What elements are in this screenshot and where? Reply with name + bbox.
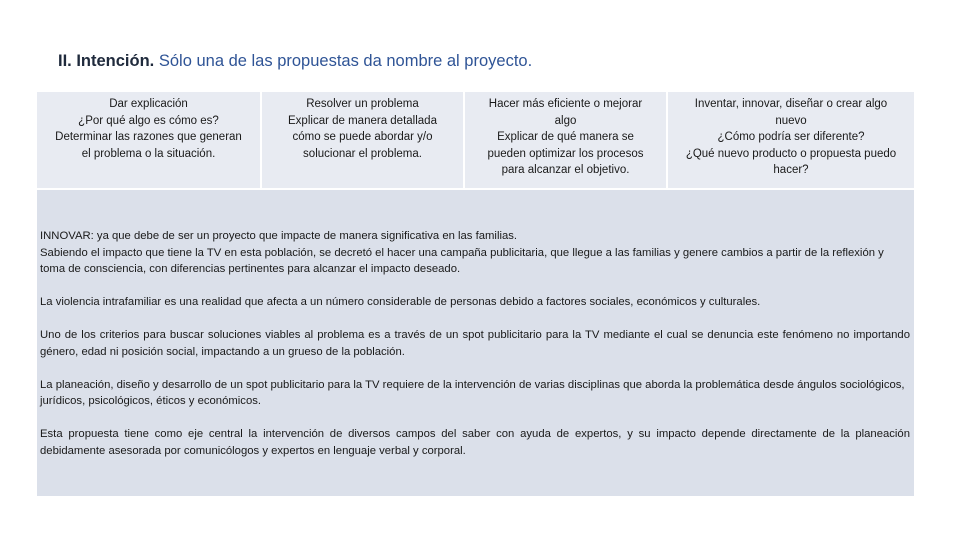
cell-line: Inventar, innovar, diseñar o crear algo	[694, 98, 888, 110]
option-cell-solve	[262, 92, 463, 188]
cell-line: Hacer más eficiente o mejorar	[488, 98, 643, 110]
justification-paragraph-5: Esta propuesta tiene como eje central la intervención de diversos campos del saber con ayuda de expertos, y su impacto depende directamente de la planeación debidamente asesorada por comunicólogos y expertos en lenguaje verbal y corporal.	[40, 428, 910, 457]
section-title	[58, 52, 532, 71]
cell-line: solucionar el problema.	[303, 147, 422, 160]
cell-line: Dar explicación	[109, 98, 188, 110]
cell-line: Resolver un problema	[306, 98, 419, 110]
innovar-keyword: INNOVAR:	[40, 230, 94, 242]
justification-paragraph-2: La violencia intrafamiliar es una realidad que afecta a un número considerable de personas debido a factores sociales, económicos y culturales.	[40, 296, 761, 308]
innovar-text-2: Sabiendo el impacto que tiene la TV en esta población, se decretó el hacer una campaña publicitaria, que llegue a las familias y genere cambios a partir de la reflexión y toma de consciencia, con diferencias pertinentes para alcanzar el impacto deseado.	[40, 246, 884, 275]
cell-line: hacer?	[773, 164, 809, 176]
cell-line: ¿Cómo podría ser diferente?	[717, 131, 865, 143]
justification-cell	[37, 190, 914, 496]
innovar-text: ya que debe de ser un proyecto que impacte de manera significativa en las familias.	[93, 230, 518, 242]
cell-line: nuevo	[775, 114, 807, 127]
option-cell-explain	[37, 92, 260, 188]
cell-line: ¿Por qué algo es cómo es?	[78, 114, 219, 127]
cell-line: Determinar las razones que generan	[55, 131, 242, 143]
justification-paragraph-3: Uno de los criterios para buscar soluciones viables al problema es a través de un spot publicitario para la TV mediante el cual se denuncia este fenómeno no importando género, edad ni posición social, impactando a un grueso de la población.	[40, 329, 910, 358]
section-title-text: Sólo una de las propuestas da nombre al proyecto.	[158, 52, 533, 70]
intention-table	[37, 92, 914, 496]
option-cell-innovate	[668, 92, 914, 188]
cell-line: Explicar de qué manera se	[497, 131, 634, 143]
cell-line: Explicar de manera detallada	[288, 114, 437, 127]
cell-line: pueden optimizar los procesos	[487, 147, 644, 160]
cell-line: el problema o la situación.	[81, 147, 216, 160]
justification-paragraph-1	[40, 228, 910, 278]
cell-line: cómo se puede abordar y/o	[292, 131, 433, 143]
option-cell-improve	[465, 92, 666, 188]
justification-paragraph-4: La planeación, diseño y desarrollo de un spot publicitario para la TV requiere de la intervención de varias disciplinas que aborda la problemática desde ángulos sociológicos, jurídicos, psicológicos, éticos y económicos.	[40, 378, 905, 407]
cell-line: para alcanzar el objetivo.	[501, 164, 630, 176]
section-title-number: II. Intención.	[58, 52, 155, 70]
cell-line: ¿Qué nuevo producto o propuesta puedo	[685, 147, 897, 160]
cell-line: algo	[554, 114, 577, 127]
